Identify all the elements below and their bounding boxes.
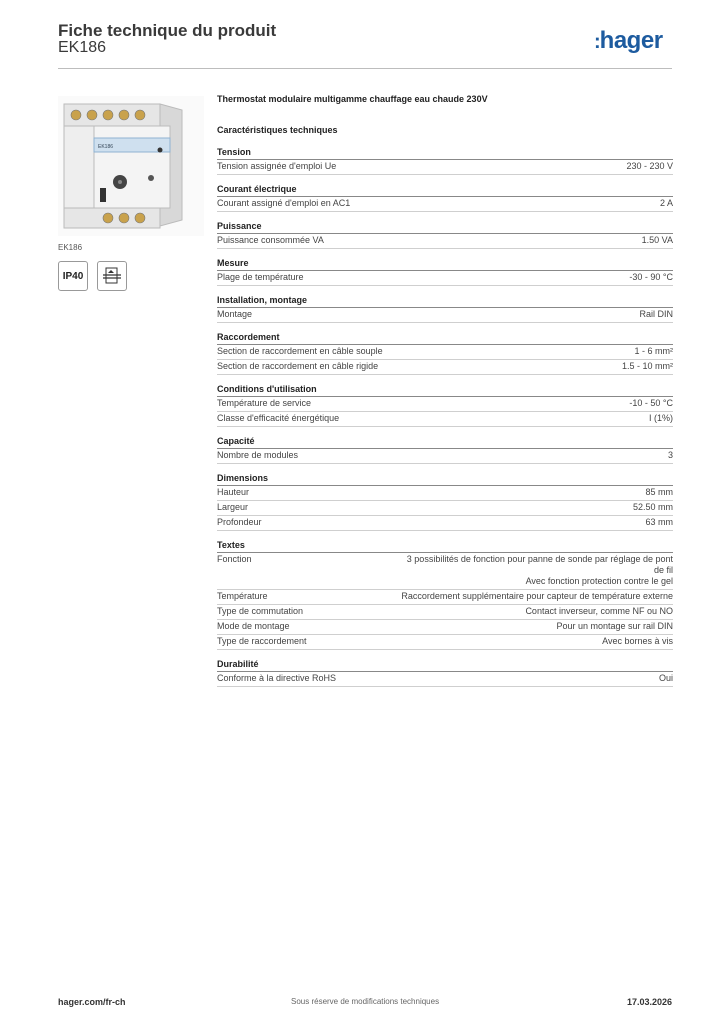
spec-label: Largeur [217, 502, 249, 512]
spec-row [217, 590, 673, 605]
spec-row [217, 486, 673, 501]
spec-row [217, 449, 673, 464]
spec-label: Plage de température [217, 272, 304, 282]
spec-content [217, 94, 673, 696]
spec-section [217, 384, 673, 427]
spec-label: Température [217, 591, 268, 601]
spec-value: Rail DIN [639, 309, 673, 319]
product-name: Thermostat modulaire multigamme chauffage eau chaude 230V [217, 94, 488, 104]
spec-row [217, 271, 673, 286]
spec-row [217, 635, 673, 650]
spec-value: 230 - 230 V [626, 161, 673, 171]
spec-label: Section de raccordement en câble rigide [217, 361, 379, 371]
spec-section [217, 184, 673, 212]
section-title: Conditions d'utilisation [217, 384, 673, 397]
spec-row [217, 553, 673, 590]
image-caption: EK186 [58, 243, 83, 252]
characteristics-title: Caractéristiques techniques [217, 125, 338, 135]
logo-mark-icon: : [594, 31, 599, 53]
spec-value: 63 mm [645, 517, 673, 527]
footer-disclaimer: Sous réserve de modifications techniques [291, 997, 440, 1006]
spec-label: Conforme à la directive RoHS [217, 673, 337, 683]
device-label: EK186 [98, 144, 114, 150]
spec-label: Fonction [217, 554, 252, 564]
spec-row [217, 516, 673, 531]
spec-section [217, 332, 673, 375]
spec-section [217, 436, 673, 464]
spec-value: 3 possibilités de fonction pour panne de sonde par réglage de pont de fil Avec fonction protection contre le gel [406, 554, 673, 586]
ip40-badge: IP40 [58, 261, 88, 291]
hager-logo [594, 27, 663, 55]
section-title: Dimensions [217, 473, 673, 486]
product-reference: EK186 [58, 39, 107, 56]
din-rail-icon [97, 261, 127, 291]
spec-label: Type de commutation [217, 606, 304, 616]
spec-label: Profondeur [217, 517, 262, 527]
spec-section [217, 147, 673, 175]
section-title: Puissance [217, 221, 673, 234]
spec-label: Courant assigné d'emploi en AC1 [217, 198, 351, 208]
section-title: Capacité [217, 436, 673, 449]
spec-label: Mode de montage [217, 621, 290, 631]
spec-label: Type de raccordement [217, 636, 307, 646]
footer-website: hager.com/fr-ch [58, 997, 126, 1007]
spec-section [217, 540, 673, 650]
spec-value: Pour un montage sur rail DIN [556, 621, 673, 631]
spec-section [217, 258, 673, 286]
header-divider [58, 68, 672, 69]
section-title: Tension [217, 147, 673, 160]
spec-value: Contact inverseur, comme NF ou NO [525, 606, 673, 616]
section-title: Installation, montage [217, 295, 673, 308]
spec-label: Tension assignée d'emploi Ue [217, 161, 337, 171]
section-title: Raccordement [217, 332, 673, 345]
spec-value: 1.50 VA [641, 235, 673, 245]
document-title: Fiche technique du produit [58, 21, 277, 40]
spec-label: Nombre de modules [217, 450, 299, 460]
spec-row [217, 397, 673, 412]
spec-value: 1.5 - 10 mm² [621, 361, 673, 371]
spec-row [217, 620, 673, 635]
section-title: Textes [217, 540, 673, 553]
spec-value: 52.50 mm [632, 502, 673, 512]
spec-row [217, 160, 673, 175]
spec-section [217, 473, 673, 531]
spec-row [217, 672, 673, 687]
spec-row [217, 360, 673, 375]
spec-label: Section de raccordement en câble souple [217, 346, 383, 356]
spec-row [217, 501, 673, 516]
spec-label: Hauteur [217, 487, 250, 497]
section-title: Courant électrique [217, 184, 673, 197]
section-title: Mesure [217, 258, 673, 271]
footer-date: 17.03.2026 [626, 997, 672, 1007]
spec-value: Avec bornes à vis [602, 636, 673, 646]
spec-value: Raccordement supplémentaire pour capteur de température externe [401, 591, 673, 601]
spec-value: -30 - 90 °C [629, 272, 673, 282]
spec-value: 3 [667, 450, 673, 460]
spec-label: Montage [217, 309, 253, 319]
spec-value: I (1%) [648, 413, 673, 423]
spec-row [217, 308, 673, 323]
logo-text: hager [599, 27, 663, 54]
product-image [58, 96, 204, 236]
spec-row [217, 605, 673, 620]
spec-value: -10 - 50 °C [629, 398, 673, 408]
spec-section [217, 295, 673, 323]
spec-section [217, 659, 673, 687]
spec-row [217, 234, 673, 249]
section-title: Durabilité [217, 659, 673, 672]
spec-label: Puissance consommée VA [217, 235, 324, 245]
spec-row [217, 197, 673, 212]
spec-value: 85 mm [645, 487, 673, 497]
spec-label: Température de service [217, 398, 312, 408]
spec-value: Oui [658, 673, 673, 683]
spec-row [217, 412, 673, 427]
spec-value: 1 - 6 mm² [634, 346, 673, 356]
spec-label: Classe d'efficacité énergétique [217, 413, 340, 423]
spec-row [217, 345, 673, 360]
spec-value: 2 A [659, 198, 673, 208]
spec-sections [217, 147, 673, 687]
spec-section [217, 221, 673, 249]
